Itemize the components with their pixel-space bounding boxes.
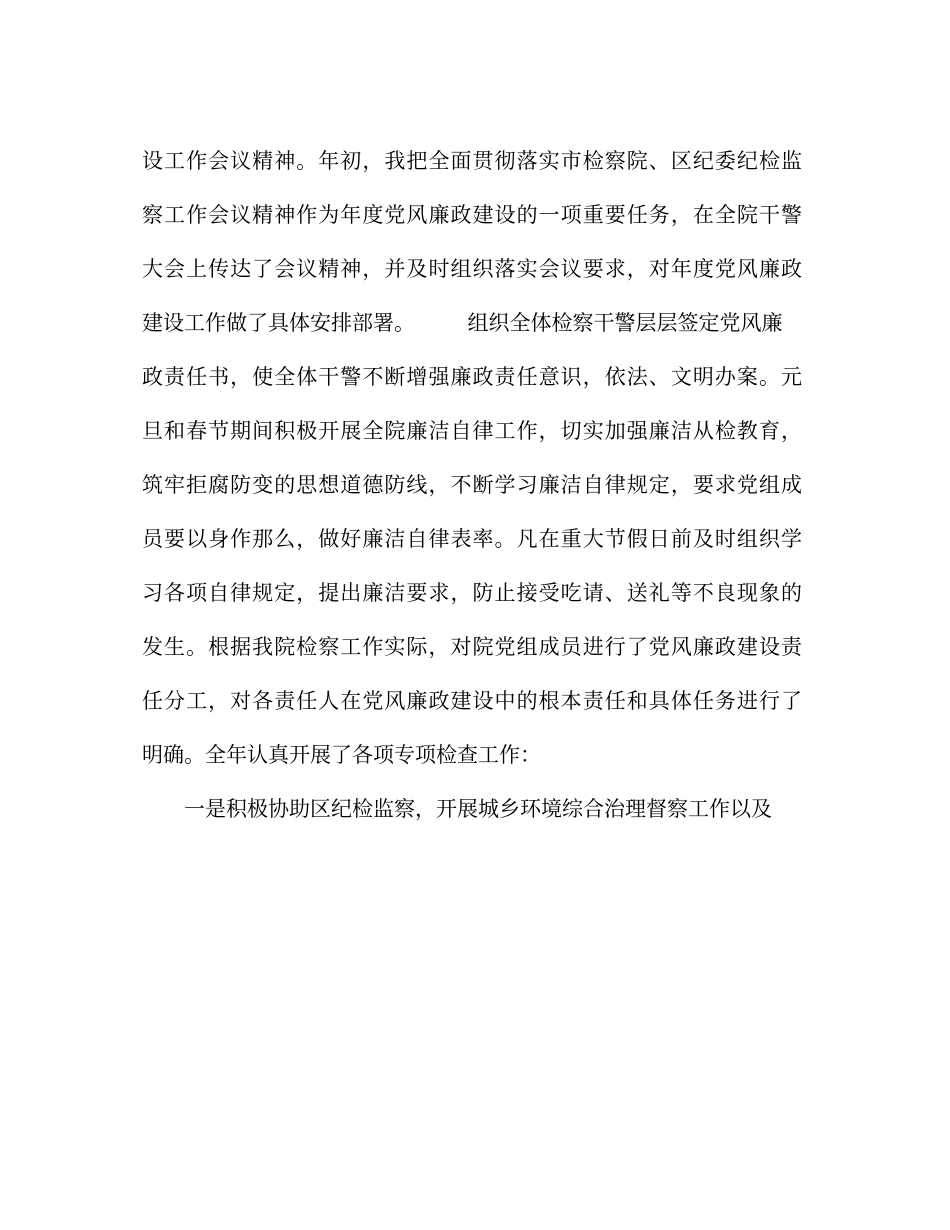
text-line-1: 设工作会议精神。年初，我把全面贯彻落实市检察院、区纪委纪检监 xyxy=(142,149,802,173)
text-line-9: 习各项自律规定，提出廉洁要求，防止接受吃请、送礼等不良现象的 xyxy=(142,581,802,605)
text-line-5: 政责任书，使全体干警不断增强廉政责任意识，依法、文明办案。元 xyxy=(142,365,802,389)
text-line-12: 明确。全年认真开展了各项专项检查工作： xyxy=(142,743,541,767)
text-line-3: 大会上传达了会议精神，并及时组织落实会议要求，对年度党风廉政 xyxy=(142,257,802,281)
text-line-10: 发生。根据我院检察工作实际，对院党组成员进行了党风廉政建设责 xyxy=(142,635,802,659)
body-text xyxy=(142,134,802,836)
text-line-7: 筑牢拒腐防变的思想道德防线，不断学习廉洁自律规定，要求党组成 xyxy=(142,473,802,497)
text-line-4: 建设工作做了具体安排部署。 组织全体检察干警层层签定党风廉 xyxy=(142,311,783,335)
text-line-11: 任分工，对各责任人在党风廉政建设中的根本责任和具体任务进行了 xyxy=(142,689,802,713)
text-line-13: 一是积极协助区纪检监察，开展城乡环境综合治理督察工作以及 xyxy=(184,797,772,821)
text-line-8: 员要以身作那么，做好廉洁自律表率。凡在重大节假日前及时组织学 xyxy=(142,527,802,551)
text-line-2: 察工作会议精神作为年度党风廉政建设的一项重要任务，在全院干警 xyxy=(142,203,802,227)
text-line-6: 旦和春节期间积极开展全院廉洁自律工作，切实加强廉洁从检教育， xyxy=(142,419,802,443)
